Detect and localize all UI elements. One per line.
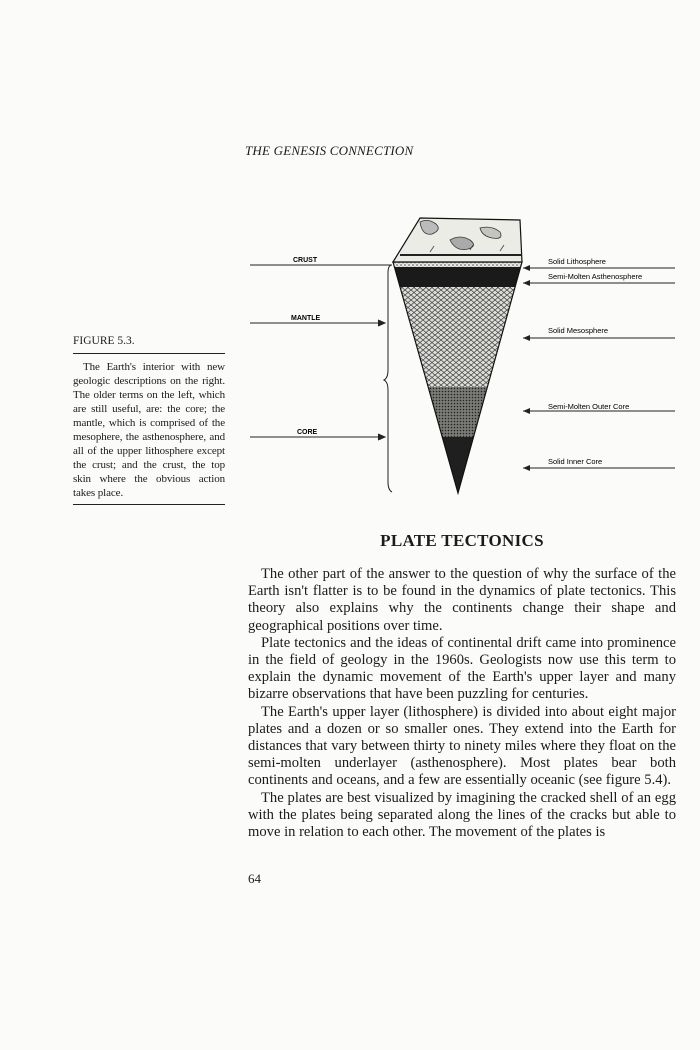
left-leaders: [250, 265, 392, 440]
page-number: 64: [248, 871, 261, 886]
body-text: [248, 566, 676, 841]
inner-core-layer: [380, 437, 530, 497]
mesosphere-layer: [380, 287, 530, 387]
label-solid-mesosphere: Solid Mesosphere: [548, 326, 609, 335]
asthenosphere-layer: [380, 267, 530, 287]
paragraph: Plate tectonics and the ideas of continental drift came into prominence in the field of geology in the 1960s. Geologists now use this term to explain the dynamic movement of the Earth's upper layer and many bizarre observations that have been puzzling for centuries.: [248, 634, 676, 703]
surface-block: [393, 218, 522, 262]
left-brace: [384, 265, 392, 492]
label-semi-molten-outer-core: Semi-Molten Outer Core: [548, 402, 630, 411]
label-solid-inner-core: Solid Inner Core: [548, 457, 603, 466]
right-leaders: [523, 268, 675, 468]
paragraph: The Earth's upper layer (lithosphere) is divided into about eight major plates and a dozen or so smaller ones. They extend into the Earth for distances that vary between thirty to ninety miles where they float on the semi-molten underlayer (asthenosphere). Most plates bear both continents and oceans, and a few are essentially oceanic (see figure 5.4).: [248, 703, 676, 789]
label-crust: CRUST: [293, 257, 318, 264]
label-semi-molten-asthenosphere: Semi-Molten Asthenosphere: [548, 272, 643, 281]
caption-label: FIGURE 5.3.: [73, 334, 225, 354]
right-arrowheads: [523, 265, 530, 471]
running-head: THE GENESIS CONNECTION: [245, 143, 414, 158]
label-mantle: MANTLE: [291, 315, 321, 322]
figure-caption: [73, 334, 225, 505]
section-heading: PLATE TECTONICS: [380, 531, 544, 550]
paragraph: The plates are best visualized by imagining the cracked shell of an egg with the plates being separated along the lines of the cracks but able to move in relation to each other. The movement of the plates is: [248, 789, 676, 841]
outer-core-layer: [380, 387, 530, 437]
paragraph: The other part of the answer to the question of why the surface of the Earth isn't flatter is to be found in the dynamics of plate tectonics. This theory also explains why the continents change their shape and geographical positions over time.: [248, 566, 676, 634]
label-solid-lithosphere: Solid Lithosphere: [548, 257, 606, 266]
cone-layers: [380, 255, 530, 497]
label-core: CORE: [297, 429, 318, 436]
caption-text: The Earth's interior with new geologic descriptions on the right. The older terms on the left, which are still useful, are: the core; the mantle, which is comprised of the mesophere, the asthenosphere, and all of the upper lithosphere except the crust; and the crust, the top skin where the obvious action takes place.: [73, 360, 225, 505]
